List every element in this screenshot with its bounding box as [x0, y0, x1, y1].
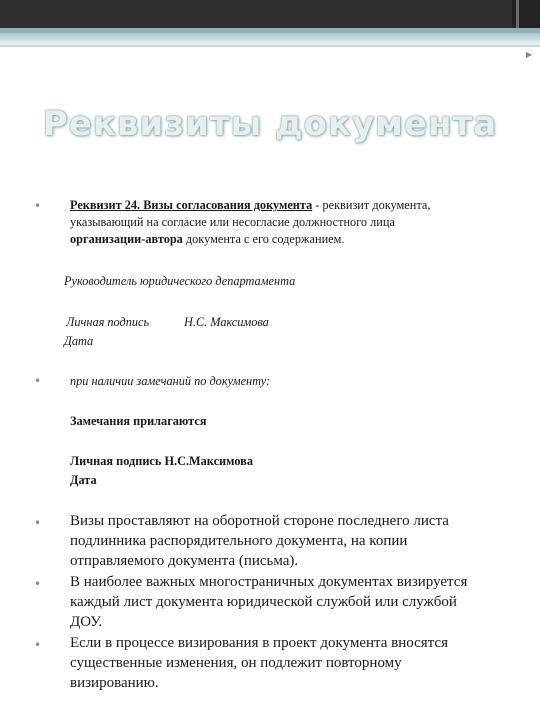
requisite-text	[70, 197, 510, 248]
paragraph-line: существенные изменения, он подлежит повторному	[70, 655, 402, 671]
visa-signer-name: Н.С. Максимова	[184, 315, 269, 329]
next-slide-arrow-icon[interactable]: ▶	[525, 50, 532, 59]
requisite-name: Реквизит 24. Визы согласования документа	[70, 198, 313, 212]
remarks-intro: при наличии замечаний по документу:	[70, 374, 271, 388]
visa-position: Руководитель юридического департамента	[64, 274, 296, 288]
paragraph-text	[70, 633, 510, 693]
paragraph-line: В наиболее важных многостраничных документах визируется	[70, 574, 468, 590]
paragraph-text	[70, 511, 510, 571]
slide-accent-gradient	[0, 33, 540, 45]
bullet-marker: •	[34, 638, 42, 652]
requisite-bold-word: организации-автора	[70, 232, 183, 246]
bullet-marker: •	[34, 516, 42, 530]
remarks-attached: Замечания прилагаются	[70, 414, 207, 428]
remarks-signature-line: Личная подпись Н.С.Максимова	[70, 454, 253, 468]
bullet-marker: •	[34, 199, 42, 213]
paragraph-line: визированию.	[70, 675, 159, 691]
paragraph-line: подлинника распорядительного документа, на копии	[70, 533, 408, 549]
paragraph-line: Визы проставляют на оборотной стороне последнего листа	[70, 513, 449, 529]
visa-date: Дата	[64, 334, 94, 348]
slide-top-bar	[0, 0, 540, 28]
paragraph-line: ДОУ.	[70, 614, 103, 630]
bullet-marker: •	[34, 374, 42, 388]
paragraph-line: каждый лист документа юридической службой или службой	[70, 594, 457, 610]
requisite-desc-line-2: указывающий на согласие или несогласие должностного лица	[70, 215, 395, 229]
remarks-date: Дата	[70, 473, 97, 487]
requisite-desc-start: - реквизит документа,	[312, 198, 431, 212]
slide-title: Реквизиты документа	[42, 104, 498, 144]
requisite-desc-line-3: документа с его содержанием.	[182, 232, 345, 246]
slide-top-bar-corner	[512, 0, 540, 28]
paragraph-text	[70, 572, 510, 632]
bullet-marker: •	[34, 577, 42, 591]
visa-signature-label: Личная подпись	[66, 315, 150, 329]
paragraph-line: отправляемого документа (письма).	[70, 553, 299, 569]
slide-accent-line	[0, 45, 540, 47]
paragraph-line: Если в процессе визирования в проект документа вносятся	[70, 635, 448, 651]
